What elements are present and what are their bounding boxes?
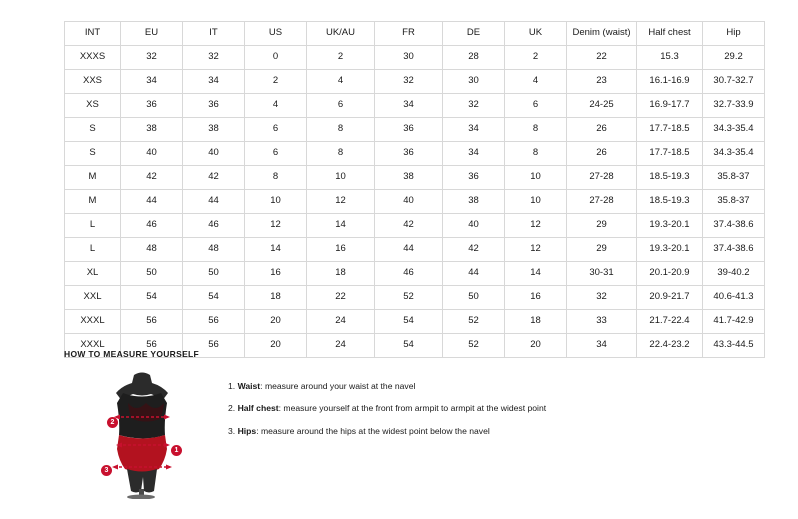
measure-steps-list: [228, 369, 546, 448]
cell-fr: 30: [375, 46, 443, 70]
cell-de: 32: [443, 94, 505, 118]
cell-hip: 37.4-38.6: [703, 214, 765, 238]
cell-fr: 46: [375, 262, 443, 286]
cell-de: 52: [443, 334, 505, 358]
cell-int: XS: [65, 94, 121, 118]
column-header-it: IT: [183, 22, 245, 46]
measure-step-half-chest: [228, 403, 546, 413]
cell-half-chest: 17.7-18.5: [637, 118, 703, 142]
cell-de: 38: [443, 190, 505, 214]
cell-de: 40: [443, 214, 505, 238]
cell-int: XXL: [65, 286, 121, 310]
cell-it: 56: [183, 334, 245, 358]
cell-eu: 56: [121, 334, 183, 358]
mannequin-illustration: [82, 369, 202, 499]
cell-half-chest: 18.5-19.3: [637, 190, 703, 214]
cell-denim-waist: 27-28: [567, 166, 637, 190]
cell-eu: 44: [121, 190, 183, 214]
step-term-half-chest: Half chest: [237, 403, 279, 414]
cell-fr: 36: [375, 118, 443, 142]
measure-step-hips: [228, 426, 546, 436]
how-to-measure-section: [64, 349, 744, 499]
column-header-eu: EU: [121, 22, 183, 46]
step-term-hips: Hips: [237, 425, 257, 436]
cell-denim-waist: 32: [567, 286, 637, 310]
step-text-waist: : measure around your waist at the navel: [260, 381, 416, 391]
cell-us: 16: [245, 262, 307, 286]
size-chart-container: [64, 21, 754, 358]
cell-it: 50: [183, 262, 245, 286]
cell-fr: 54: [375, 310, 443, 334]
cell-uk-au: 4: [307, 70, 375, 94]
cell-uk-au: 18: [307, 262, 375, 286]
cell-it: 40: [183, 142, 245, 166]
table-row: [65, 142, 765, 166]
column-header-denim-waist: Denim (waist): [567, 22, 637, 46]
cell-half-chest: 16.9-17.7: [637, 94, 703, 118]
cell-eu: 42: [121, 166, 183, 190]
cell-uk: 6: [505, 94, 567, 118]
cell-us: 12: [245, 214, 307, 238]
cell-hip: 32.7-33.9: [703, 94, 765, 118]
column-header-hip: Hip: [703, 22, 765, 46]
cell-int: XXXL: [65, 310, 121, 334]
cell-int: M: [65, 190, 121, 214]
cell-fr: 36: [375, 142, 443, 166]
cell-fr: 44: [375, 238, 443, 262]
cell-half-chest: 19.3-20.1: [637, 238, 703, 262]
cell-us: 2: [245, 70, 307, 94]
cell-de: 52: [443, 310, 505, 334]
cell-de: 42: [443, 238, 505, 262]
cell-hip: 35.8-37: [703, 190, 765, 214]
figure-badge-1: 1: [171, 445, 182, 456]
cell-de: 50: [443, 286, 505, 310]
cell-fr: 52: [375, 286, 443, 310]
cell-int: XXS: [65, 70, 121, 94]
cell-us: 0: [245, 46, 307, 70]
table-header-row: [65, 22, 765, 46]
cell-eu: 48: [121, 238, 183, 262]
column-header-uk: UK: [505, 22, 567, 46]
cell-us: 4: [245, 94, 307, 118]
cell-fr: 42: [375, 214, 443, 238]
cell-uk: 14: [505, 262, 567, 286]
cell-half-chest: 19.3-20.1: [637, 214, 703, 238]
cell-int: XXXS: [65, 46, 121, 70]
cell-uk-au: 14: [307, 214, 375, 238]
cell-int: S: [65, 142, 121, 166]
cell-half-chest: 17.7-18.5: [637, 142, 703, 166]
cell-uk: 8: [505, 142, 567, 166]
cell-uk-au: 6: [307, 94, 375, 118]
cell-hip: 30.7-32.7: [703, 70, 765, 94]
cell-uk-au: 10: [307, 166, 375, 190]
cell-eu: 46: [121, 214, 183, 238]
cell-half-chest: 16.1-16.9: [637, 70, 703, 94]
cell-hip: 34.3-35.4: [703, 142, 765, 166]
cell-us: 6: [245, 142, 307, 166]
size-chart-table: [64, 21, 765, 358]
cell-uk: 16: [505, 286, 567, 310]
cell-uk: 10: [505, 166, 567, 190]
cell-uk: 12: [505, 214, 567, 238]
cell-hip: 37.4-38.6: [703, 238, 765, 262]
cell-it: 38: [183, 118, 245, 142]
cell-hip: 41.7-42.9: [703, 310, 765, 334]
cell-it: 34: [183, 70, 245, 94]
cell-half-chest: 18.5-19.3: [637, 166, 703, 190]
cell-denim-waist: 27-28: [567, 190, 637, 214]
cell-de: 34: [443, 142, 505, 166]
cell-half-chest: 21.7-22.4: [637, 310, 703, 334]
cell-it: 54: [183, 286, 245, 310]
cell-uk-au: 8: [307, 118, 375, 142]
cell-it: 42: [183, 166, 245, 190]
cell-uk: 12: [505, 238, 567, 262]
cell-eu: 50: [121, 262, 183, 286]
mannequin-figure: [82, 369, 202, 499]
cell-us: 20: [245, 310, 307, 334]
table-row: [65, 190, 765, 214]
cell-us: 20: [245, 334, 307, 358]
cell-fr: 34: [375, 94, 443, 118]
figure-badge-2: 2: [107, 417, 118, 428]
step-number-1: 1.: [228, 381, 236, 391]
cell-it: 48: [183, 238, 245, 262]
cell-uk: 20: [505, 334, 567, 358]
table-row: [65, 310, 765, 334]
cell-de: 36: [443, 166, 505, 190]
cell-uk-au: 24: [307, 334, 375, 358]
cell-us: 10: [245, 190, 307, 214]
cell-uk-au: 2: [307, 46, 375, 70]
measure-step-waist: [228, 381, 546, 391]
cell-int: L: [65, 238, 121, 262]
cell-eu: 54: [121, 286, 183, 310]
cell-de: 30: [443, 70, 505, 94]
figure-badge-3: 3: [101, 465, 112, 476]
cell-de: 44: [443, 262, 505, 286]
cell-denim-waist: 29: [567, 214, 637, 238]
cell-denim-waist: 26: [567, 142, 637, 166]
cell-eu: 56: [121, 310, 183, 334]
cell-it: 32: [183, 46, 245, 70]
how-to-measure-body: [64, 369, 744, 499]
cell-uk: 18: [505, 310, 567, 334]
cell-us: 14: [245, 238, 307, 262]
table-row: [65, 262, 765, 286]
table-row: [65, 118, 765, 142]
column-header-uk-au: UK/AU: [307, 22, 375, 46]
cell-eu: 38: [121, 118, 183, 142]
table-row: [65, 238, 765, 262]
cell-uk: 2: [505, 46, 567, 70]
cell-hip: 29.2: [703, 46, 765, 70]
table-row: [65, 70, 765, 94]
cell-denim-waist: 34: [567, 334, 637, 358]
cell-denim-waist: 26: [567, 118, 637, 142]
cell-fr: 38: [375, 166, 443, 190]
cell-uk-au: 22: [307, 286, 375, 310]
cell-int: M: [65, 166, 121, 190]
cell-hip: 39-40.2: [703, 262, 765, 286]
column-header-fr: FR: [375, 22, 443, 46]
cell-uk-au: 16: [307, 238, 375, 262]
cell-int: XXXL: [65, 334, 121, 358]
cell-half-chest: 22.4-23.2: [637, 334, 703, 358]
cell-int: L: [65, 214, 121, 238]
cell-denim-waist: 22: [567, 46, 637, 70]
cell-denim-waist: 30-31: [567, 262, 637, 286]
cell-uk-au: 8: [307, 142, 375, 166]
cell-half-chest: 20.1-20.9: [637, 262, 703, 286]
cell-int: S: [65, 118, 121, 142]
column-header-de: DE: [443, 22, 505, 46]
cell-hip: 35.8-37: [703, 166, 765, 190]
how-to-measure-title: HOW TO MEASURE YOURSELF: [64, 349, 200, 359]
column-header-int: INT: [65, 22, 121, 46]
cell-denim-waist: 33: [567, 310, 637, 334]
cell-de: 34: [443, 118, 505, 142]
cell-it: 44: [183, 190, 245, 214]
cell-it: 56: [183, 310, 245, 334]
cell-uk-au: 12: [307, 190, 375, 214]
cell-denim-waist: 29: [567, 238, 637, 262]
cell-us: 8: [245, 166, 307, 190]
cell-uk: 4: [505, 70, 567, 94]
cell-half-chest: 15.3: [637, 46, 703, 70]
cell-hip: 40.6-41.3: [703, 286, 765, 310]
cell-denim-waist: 23: [567, 70, 637, 94]
cell-it: 46: [183, 214, 245, 238]
cell-fr: 32: [375, 70, 443, 94]
cell-uk: 10: [505, 190, 567, 214]
column-header-half-chest: Half chest: [637, 22, 703, 46]
cell-uk-au: 24: [307, 310, 375, 334]
cell-it: 36: [183, 94, 245, 118]
cell-us: 18: [245, 286, 307, 310]
table-row: [65, 166, 765, 190]
cell-denim-waist: 24-25: [567, 94, 637, 118]
cell-uk: 8: [505, 118, 567, 142]
cell-hip: 34.3-35.4: [703, 118, 765, 142]
table-row: [65, 94, 765, 118]
table-row: [65, 214, 765, 238]
cell-de: 28: [443, 46, 505, 70]
step-term-waist: Waist: [237, 381, 261, 391]
column-header-us: US: [245, 22, 307, 46]
cell-fr: 54: [375, 334, 443, 358]
cell-us: 6: [245, 118, 307, 142]
step-text-half-chest: : measure yourself at the front from armpit to armpit at the widest point: [278, 403, 547, 414]
cell-eu: 32: [121, 46, 183, 70]
step-number-2: 2.: [228, 403, 236, 414]
table-row: [65, 46, 765, 70]
cell-eu: 34: [121, 70, 183, 94]
cell-half-chest: 20.9-21.7: [637, 286, 703, 310]
cell-eu: 36: [121, 94, 183, 118]
cell-int: XL: [65, 262, 121, 286]
cell-eu: 40: [121, 142, 183, 166]
cell-fr: 40: [375, 190, 443, 214]
step-number-3: 3.: [228, 425, 236, 436]
cell-hip: 43.3-44.5: [703, 334, 765, 358]
step-text-hips: : measure around the hips at the widest point below the navel: [256, 425, 490, 436]
table-row: [65, 286, 765, 310]
